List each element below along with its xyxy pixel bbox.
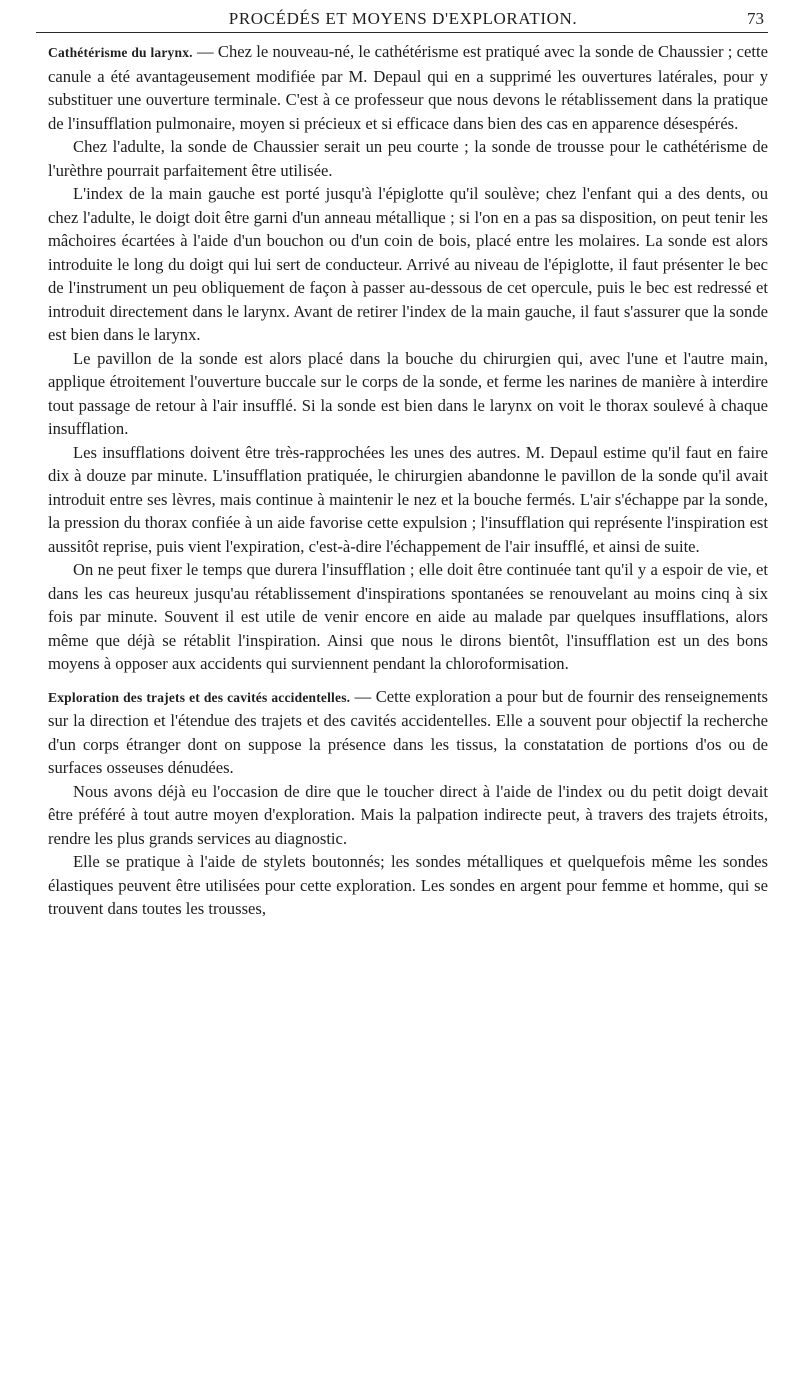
paragraph-catheterism-intro [48,40,768,135]
paragraph-direct-touch: Nous avons déjà eu l'occasion de dire que le toucher direct à l'aide de l'index ou du petit doigt devait être préféré à tout autre moyen d'exploration. Mais la palpation indirecte peut, à travers des trajets étroits, rendre les plus grands services au diagnostic. [48,781,768,848]
header-rule [36,32,768,33]
page-number: 73 [747,9,764,28]
paragraph-text: — Chez le nouveau-né, le cathétérisme est pratiqué avec la sonde de Chaussier ; cette canule a été avantageusement modifiée par M. Depaul qui en a supprimé les ouvertures latérales, pour y substituer une ouverture terminale. C'est à ce professeur que nous devons le rétablissement dans la pratique de l'insufflation pulmonaire, moyen si précieux et si efficace dans bien des cas en apparence désespérés. [48,42,768,133]
paragraph-pavilion: Le pavillon de la sonde est alors placé dans la bouche du chirurgien qui, avec l'une et l'autre main, applique étroitement l'ouverture buccale sur le corps de la sonde, et ferme les narines de manière à interdire tout passage de retour à l'air insufflé. Si la sonde est bien dans le larynx on voit le thorax soulevé à chaque insufflation. [48,348,768,438]
running-header [36,9,770,33]
section-heading-exploration: Exploration des trajets et des cavités accidentelles. [48,689,351,705]
paragraph-index-finger: L'index de la main gauche est porté jusqu'à l'épiglotte qu'il soulève; chez l'enfant qui a des dents, ou chez l'adulte, le doigt doit être garni d'un anneau métallique ; si l'on en a pas sa disposition, on peut tenir les mâchoires écartées à l'aide d'un bouchon ou d'un coin de bois, placé entre les molaires. La sonde est alors introduite le long du doigt qui lui sert de conducteur. Arrivé au niveau de l'épiglotte, il faut présenter le bec de l'instrument un peu obliquement de façon à passer au-dessous de cet opercule, puis le bec est redressé et introduit directement dans le larynx. Avant de retirer l'index de la main gauche, il faut s'assurer que la sonde est bien dans le larynx. [48,184,768,344]
paragraph-adult-probe: Chez l'adulte, la sonde de Chaussier serait un peu courte ; la sonde de trousse pour le cathétérisme de l'urèthre pourrait parfaitement être utilisée. [48,137,768,180]
paragraph-exploration-intro [48,685,768,780]
body-text [48,40,768,921]
paragraph-text: — Cette exploration a pour but de fournir des renseignements sur la direction et l'étendue des trajets et des cavités accidentelles. Elle a souvent pour objectif la recherche d'un corps étranger dont on suppose la présence dans les tissus, la constatation de portions d'os ou de surfaces osseuses dénudées. [48,686,768,777]
running-title: PROCÉDÉS ET MOYENS D'EXPLORATION. [228,9,578,28]
section-heading-catheterism: Cathétérisme du larynx. [48,45,193,60]
paragraph-duration: On ne peut fixer le temps que durera l'insufflation ; elle doit être continuée tant qu'il y a espoir de vie, et dans les cas heureux jusqu'au rétablissement d'inspirations spontanées se renouvelant au moins cinq à six fois par minute. Souvent il est utile de venir encore en aide au malade par quelques insufflations, alors même que déjà se rétablit l'inspiration. Ainsi que nous le dirons bientôt, l'insufflation est un des bons moyens à opposer aux accidents qui surviennent pendant la chloroformisation. [48,560,768,673]
paragraph-stylets: Elle se pratique à l'aide de stylets boutonnés; les sondes métalliques et quelquefois même les sondes élastiques peuvent être utilisées pour cette exploration. Les sondes en argent pour femme et homme, qui se trouvent dans toutes les trousses, [48,852,768,918]
paragraph-insufflations: Les insufflations doivent être très-rapprochées les unes des autres. M. Depaul estime qu'il faut en faire dix à douze par minute. L'insufflation pratiquée, le chirurgien abandonne le pavillon de la sonde qu'il avait introduit entre ses lèvres, mais continue à maintenir le nez et la bouche fermés. L'air s'échappe par la sonde, la pression du thorax confiée à un aide favorise cette expulsion ; l'insufflation qui représente l'inspiration est aussitôt reprise, puis vient l'expiration, c'est-à-dire l'échappement de l'air insufflé, et ainsi de suite. [48,442,768,556]
